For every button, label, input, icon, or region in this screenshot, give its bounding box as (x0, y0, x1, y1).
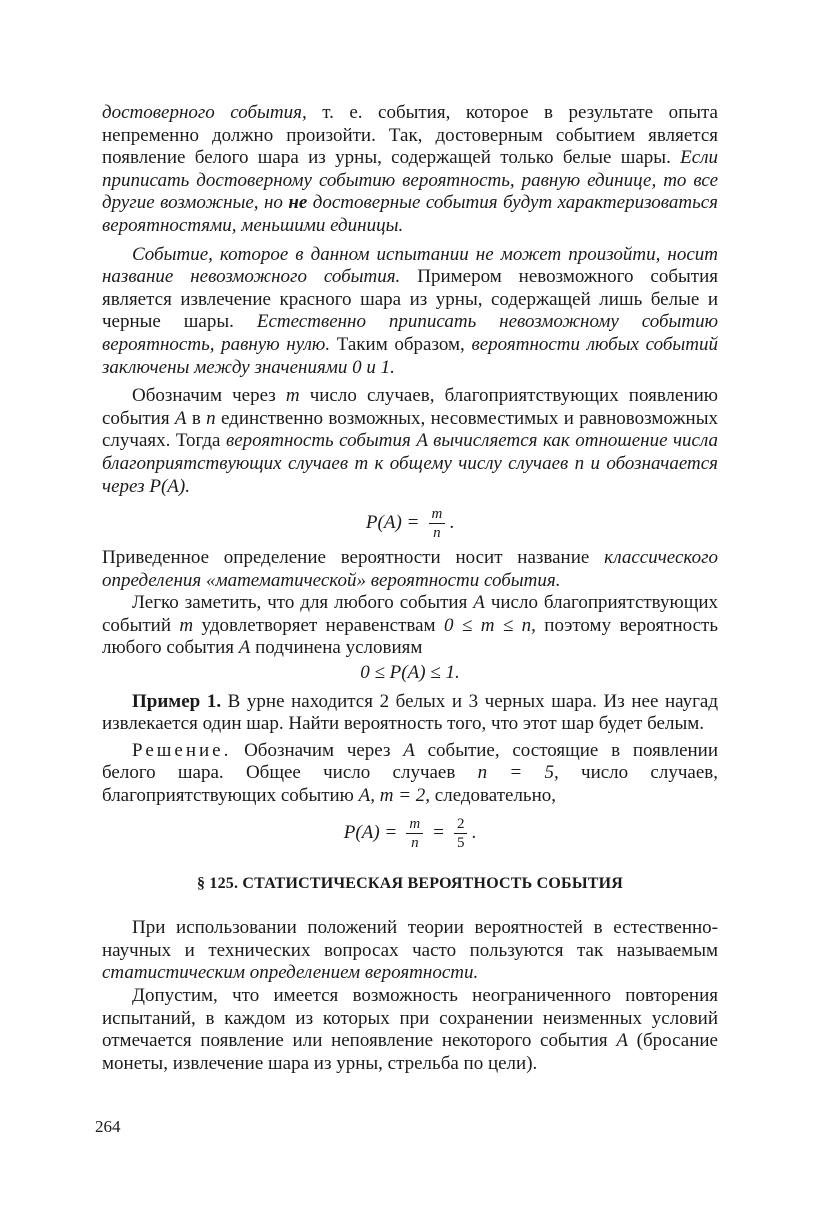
page-body (102, 102, 718, 1075)
page-number: 264 (95, 1117, 121, 1136)
paragraph-certain-event: достоверного события, т. е. события, которое в результате опыта непременно должно произойти. Так, достоверным событием является появление белого шара из урны, содержащей только белые шары. Если приписать достоверному событию вероятность, равную единице, то все другие возможные, но не достоверные события будут характеризоваться вероятностями, меньшими единицы. (102, 102, 718, 236)
paragraph-example-1: Пример 1. В урне находится 2 белых и 3 черных шара. Из нее наугад извлекается один шар. Найти вероятность того, что этот шар будет белым. (102, 690, 718, 735)
paragraph-impossible-event: Событие, которое в данном испытании не может произойти, носит название невозможного события. Примером невозможного события является извлечение красного шара из урны, содержащей лишь белые и черные шары. Естественно приписать невозможному событию вероятность, равную нулю. Таким образом, вероятности любых событий заключены между значениями 0 и 1. (102, 243, 719, 378)
formula-probability-bounds: 0 ≤ P(A) ≤ 1. (360, 662, 460, 684)
solution-label: Решение. (132, 739, 232, 761)
paragraph-probability-definition: Обозначим через m число случаев, благоприятствующих появлению события A в n единственно возможных, несовместимых и равновозможных случаях. Тогда вероятность события A вычисляется как отношение числа благоприятствующих случаев m к общему числу случаев n и обозначается через P(A). (102, 385, 719, 497)
example-label: Пример 1. (132, 690, 222, 712)
formula-example-result: P(A) = $\frac{m}{n}$ = $\frac{2}{5}$ . (343, 815, 477, 851)
term-impossible-event: Событие, которое в данном испытании не может произойти, носит название невозможного события. (102, 243, 718, 288)
section-heading: § 125. СТАТИСТИЧЕСКАЯ ВЕРОЯТНОСТЬ СОБЫТИЯ (197, 874, 623, 892)
paragraph-inequality: Легко заметить, что для любого события A число благоприятствующих событий m удовлетворяет неравенствам 0 ≤ m ≤ n, поэтому вероятность любого события A подчинена условиям (102, 592, 718, 659)
fraction-m-over-n: $\frac{m}{n}$ (429, 506, 446, 541)
paragraph-solution: Решение. Обозначим через A событие, состоящие в появлении белого шара. Общее число случаев n = 5, число случаев, благоприятствующих событию A, m = 2, следовательно, (102, 739, 719, 807)
paragraph-repeated-trials: Допустим, что имеется возможность неограниченного повторения испытаний, в каждом из которых при сохранении неизменных условий отмечается появление или непоявление некоторого события A (бросание монеты, извлечение шара из урны, стрельба по цели). (102, 985, 718, 1074)
paragraph-statistical-intro: При использовании положений теории вероятностей в естественно-научных и технических вопросах часто пользуются так называемым статистическим определением вероятности. (102, 917, 718, 984)
formula-classical-probability: P(A) = $\frac{m}{n}$ . (365, 506, 455, 542)
term-certain-event: достоверного события, (102, 102, 307, 123)
paragraph-classical-definition: Приведенное определение вероятности носит название классического определения «математической» вероятности события. (102, 547, 718, 591)
fraction-two-fifths: $\frac{2}{5}$ (454, 816, 468, 851)
fraction-m-over-n-2: $\frac{m}{n}$ (406, 816, 423, 851)
